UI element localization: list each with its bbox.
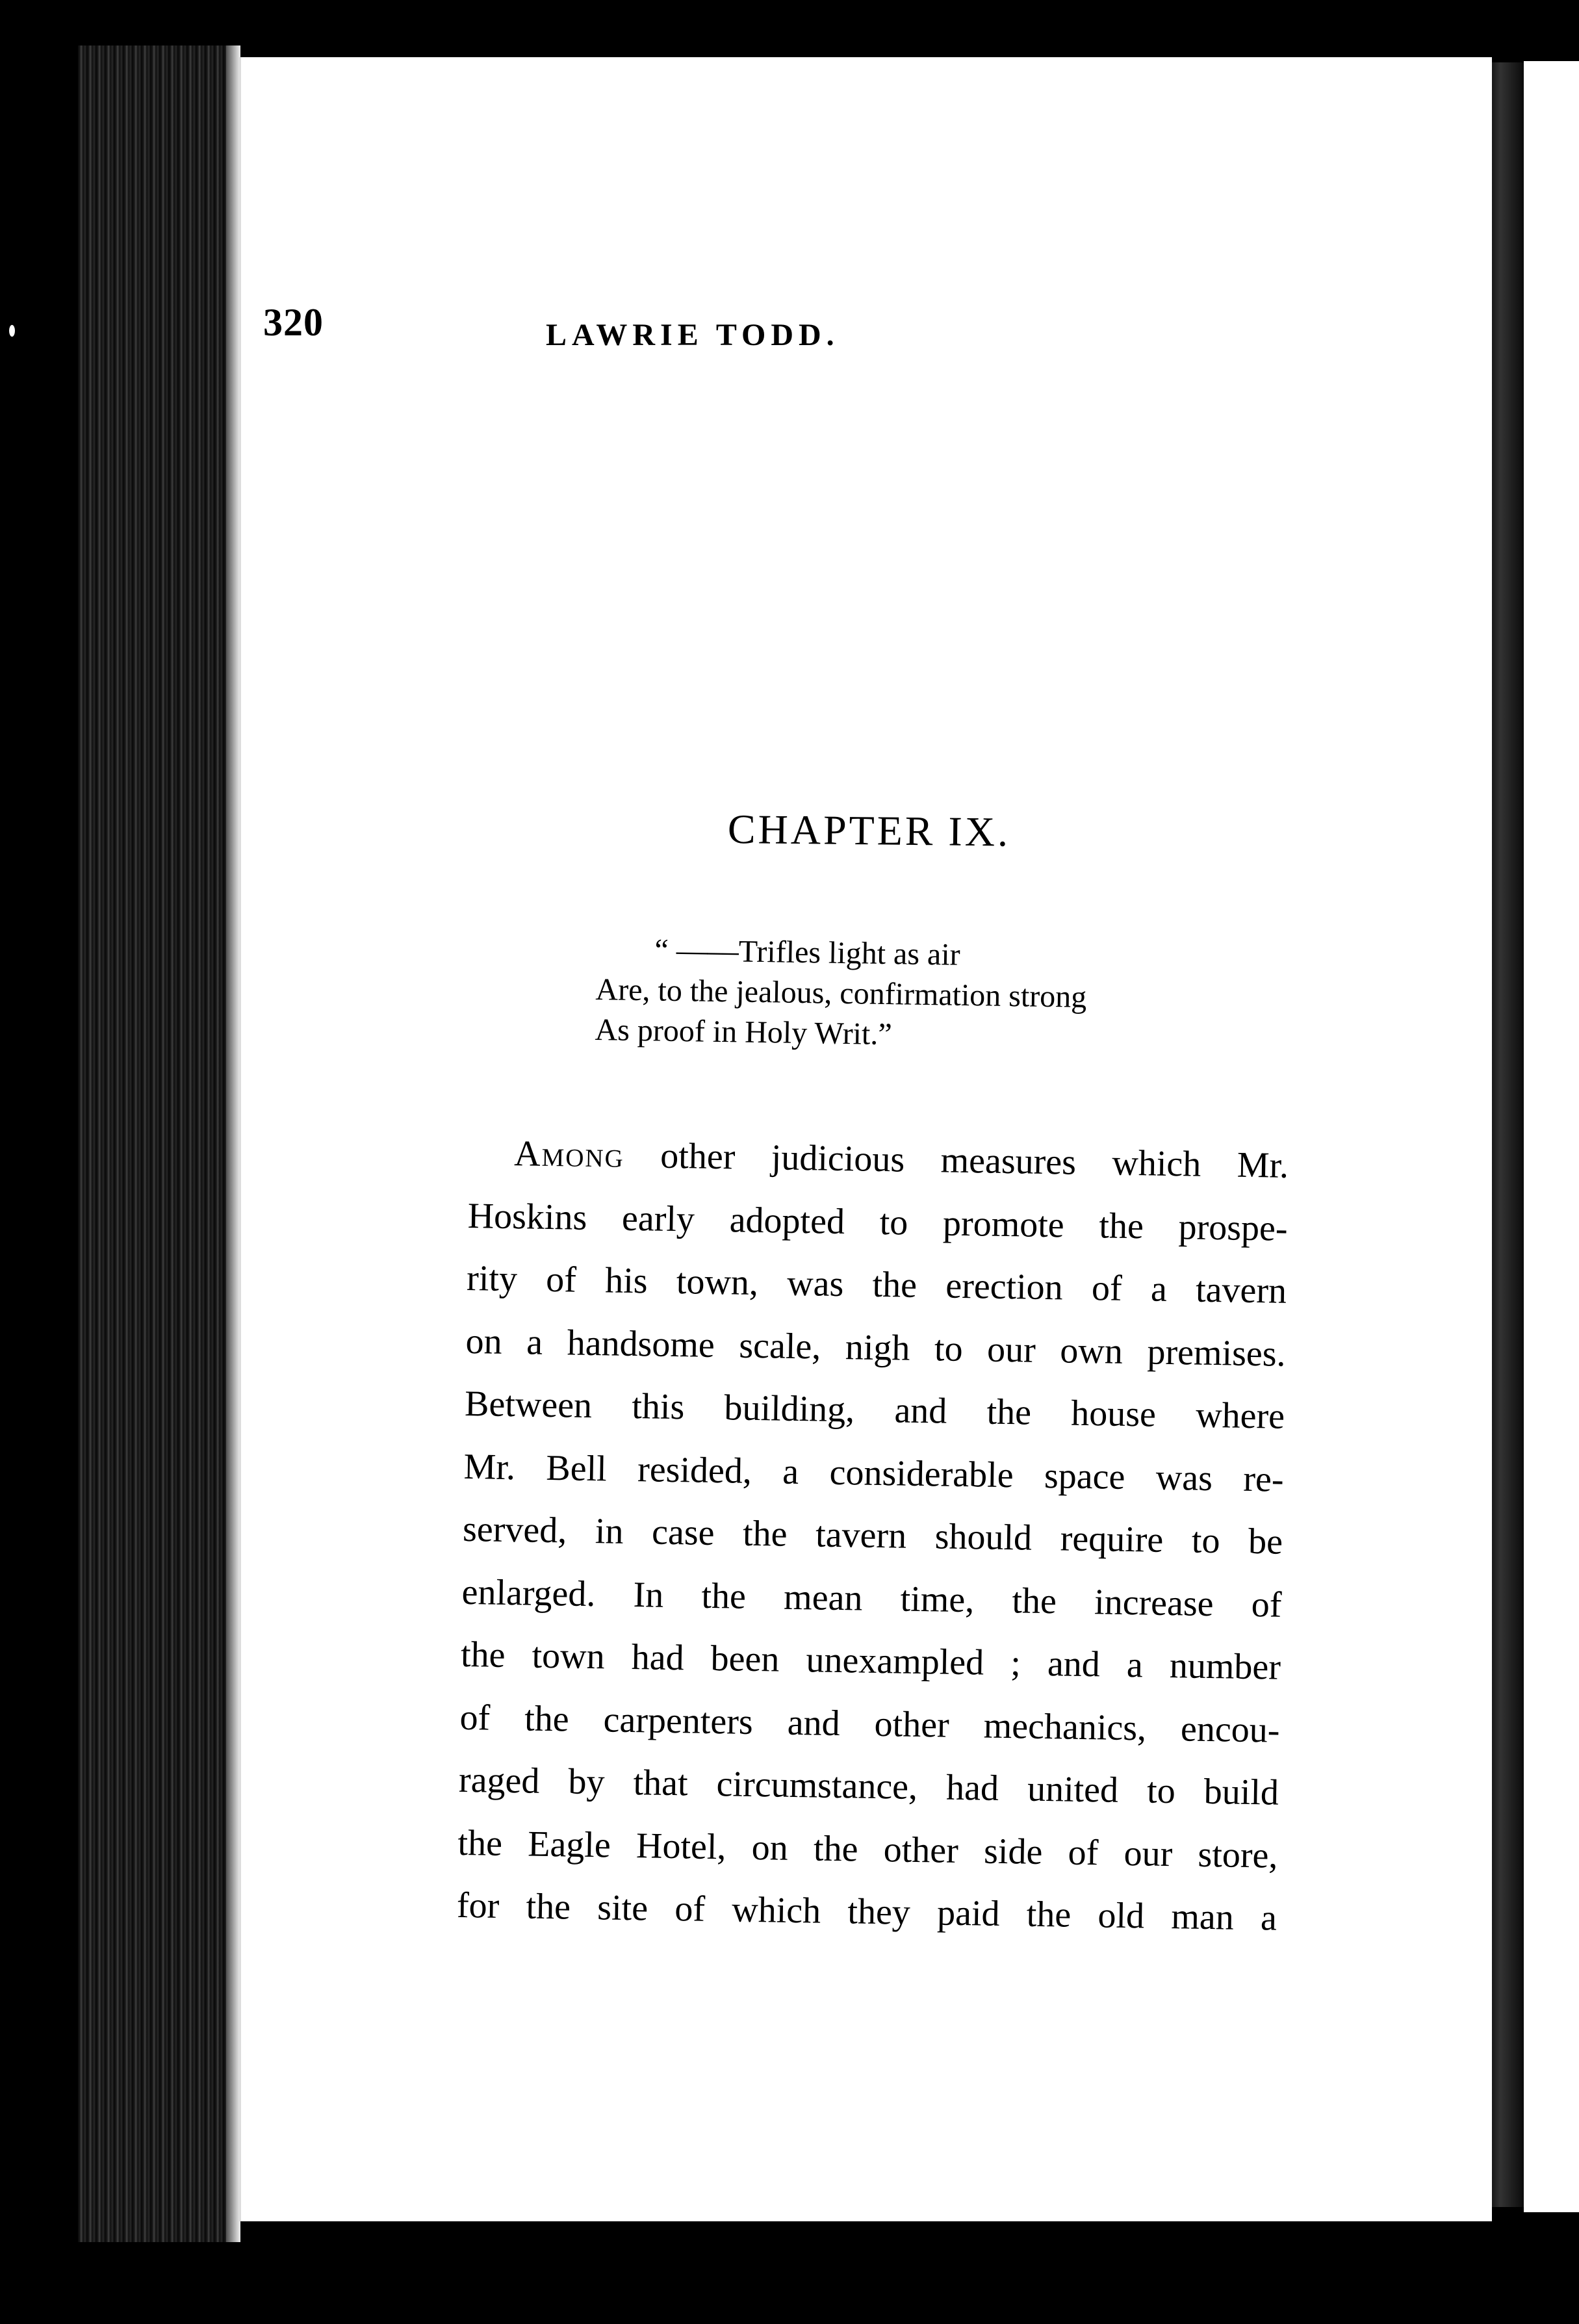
epigraph-line: As proof in Holy Writ.”: [595, 1012, 893, 1052]
epigraph: [595, 929, 1088, 1058]
body-line: of the carpenters and other mechanics, encou-: [459, 1697, 1280, 1751]
running-title: LAWRIE TODD.: [546, 318, 840, 352]
body-line: the town had been unexampled ; and a number: [460, 1634, 1281, 1688]
body-line: raged by that circumstance, had united to build: [458, 1759, 1279, 1813]
body-line: Hoskins early adopted to promote the prospe-: [467, 1195, 1289, 1249]
body-line: for the site of which they paid the old man a: [456, 1885, 1277, 1939]
body-paragraph: [456, 1122, 1294, 1950]
facing-page-gutter: [1490, 62, 1524, 2207]
body-line: the Eagle Hotel, on the other side of our store,: [457, 1822, 1278, 1876]
body-line: Between this building, and the house where: [464, 1383, 1285, 1437]
body-line: served, in case the tavern should require to be: [462, 1508, 1283, 1562]
book-page-edges: [78, 45, 240, 2242]
epigraph-line: Are, to the jealous, confirmation strong: [595, 972, 1087, 1014]
body-line: [468, 1122, 1289, 1197]
page-number: 320: [263, 301, 324, 344]
drop-word: Among: [513, 1133, 625, 1176]
facing-page-sliver: [1524, 61, 1579, 2212]
chapter-heading: CHAPTER IX.: [727, 806, 1011, 855]
body-line: rity of his town, was the erection of a tavern: [466, 1258, 1287, 1311]
body-line: enlarged. In the mean time, the increase of: [461, 1571, 1282, 1625]
body-line: on a handsome scale, nigh to our own premises.: [465, 1321, 1287, 1375]
body-line-text: other judicious measures which Mr.: [660, 1135, 1289, 1186]
epigraph-line: “ ——Trifles light as air: [654, 933, 961, 972]
body-line: Mr. Bell resided, a considerable space was re-: [463, 1446, 1284, 1500]
running-head: [0, 300, 1579, 352]
